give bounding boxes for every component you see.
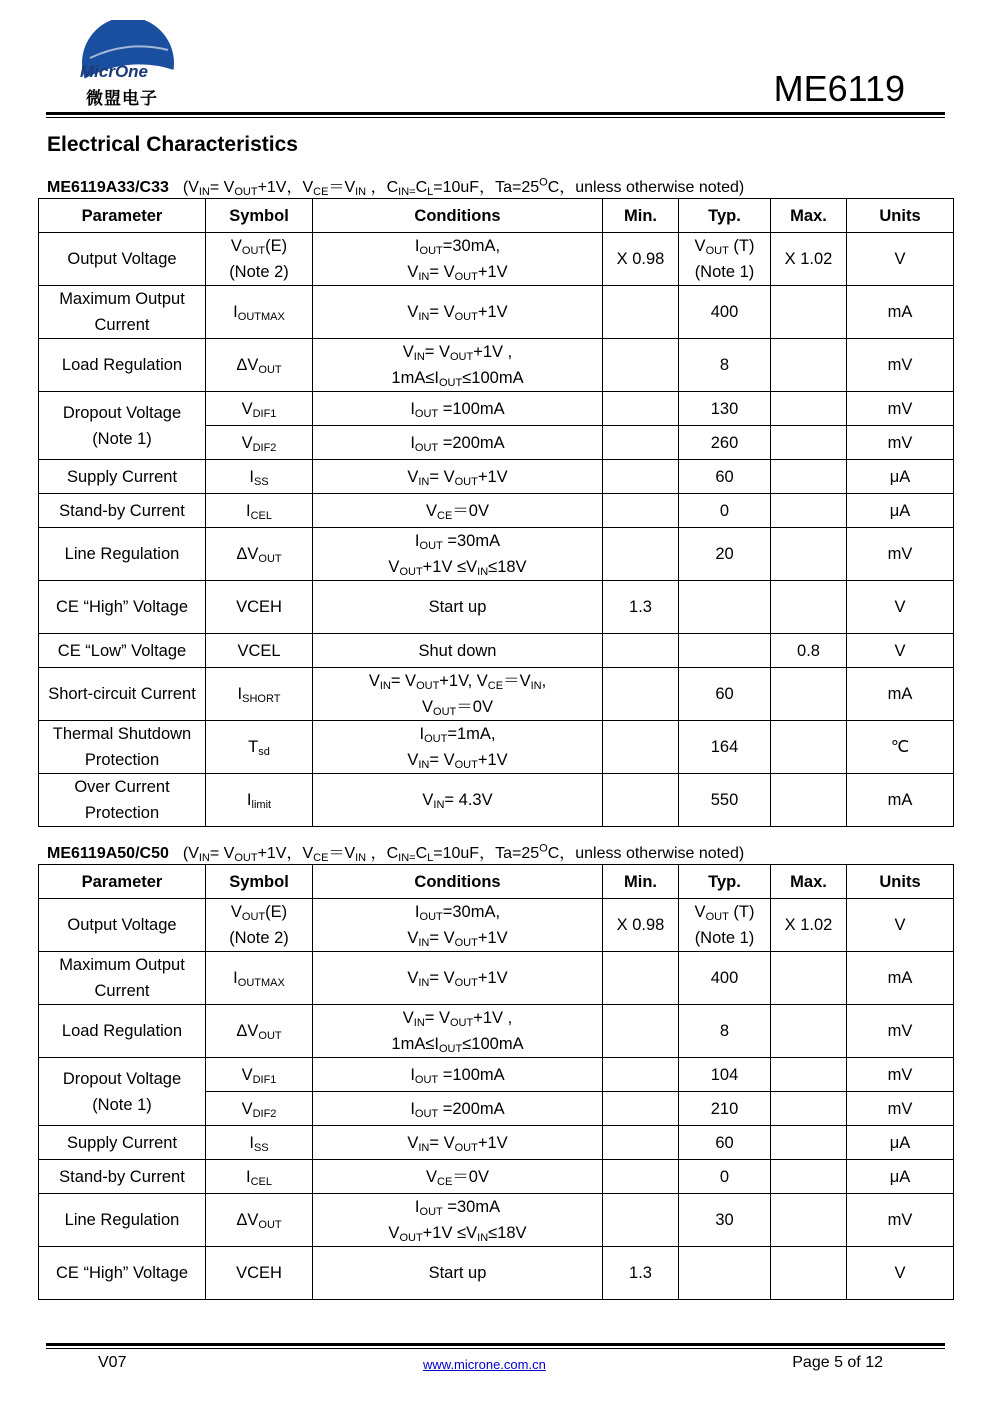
table-row bbox=[39, 634, 954, 668]
table-row bbox=[39, 1005, 954, 1058]
typ-cell: $V_{OUT}$ (T) (Note 1) bbox=[679, 233, 771, 286]
conditions-cell: $V_{IN}= V_{OUT}+1V$ , $1mA\le I_{OUT}\le 100mA$ bbox=[313, 339, 603, 392]
footer-page-number: Page 5 of 12 bbox=[792, 1354, 883, 1371]
conditions-cell: Start up bbox=[313, 581, 603, 634]
typ-cell: 400 bbox=[679, 286, 771, 339]
typ-cell: $V_{OUT}$ (T) (Note 1) bbox=[679, 899, 771, 952]
typ-cell: 60 bbox=[679, 1126, 771, 1160]
footer-version: V07 bbox=[98, 1354, 127, 1371]
table2-caption: ME6119A50/C50 ($V_{IN}= V_{OUT}+1V$，$V_{CE}=V_{IN}$ ，$C_{IN=}C_L=10uF$，$Ta=25^OC$，unless otherwise noted) bbox=[47, 842, 745, 864]
units-cell: mV bbox=[847, 1194, 954, 1247]
min-cell bbox=[603, 494, 679, 528]
param-cell: Line Regulation bbox=[39, 528, 206, 581]
units-cell: mA bbox=[847, 286, 954, 339]
conditions-cell: $I_{OUT} =200mA$ bbox=[313, 426, 603, 460]
conditions-cell: $I_{OUT} =100mA$ bbox=[313, 392, 603, 426]
table-row bbox=[39, 494, 954, 528]
param-cell: Short-circuit Current bbox=[39, 668, 206, 721]
table2 bbox=[38, 864, 954, 1300]
conditions-cell: $I_{OUT} =30mA$ $V_{OUT}+1V \le V_{IN}\le 18V$ bbox=[313, 528, 603, 581]
units-cell: mV bbox=[847, 392, 954, 426]
logo-text-cn: 微盟电子 bbox=[86, 89, 158, 108]
param-cell: Supply Current bbox=[39, 1126, 206, 1160]
conditions-cell: $I_{OUT} =100mA$ bbox=[313, 1058, 603, 1092]
param-cell: Dropout Voltage (Note 1) bbox=[39, 392, 206, 460]
max-cell bbox=[771, 721, 847, 774]
typ-cell: 60 bbox=[679, 460, 771, 494]
max-cell: X 1.02 bbox=[771, 899, 847, 952]
param-cell: CE “High” Voltage bbox=[39, 1247, 206, 1300]
conditions-cell: Shut down bbox=[313, 634, 603, 668]
header-cell: Conditions bbox=[313, 865, 603, 899]
min-cell bbox=[603, 286, 679, 339]
typ-cell: 210 bbox=[679, 1092, 771, 1126]
conditions-cell: $I_{OUT} =30mA$ $V_{OUT}+1V \le V_{IN}\le 18V$ bbox=[313, 1194, 603, 1247]
typ-cell: 60 bbox=[679, 668, 771, 721]
conditions-cell: $V_{IN}= V_{OUT}+1V$ bbox=[313, 286, 603, 339]
table-row bbox=[39, 1194, 954, 1247]
param-cell: Stand-by Current bbox=[39, 494, 206, 528]
min-cell: X 0.98 bbox=[603, 899, 679, 952]
symbol-cell: $V_{DIF1}$ bbox=[206, 1058, 313, 1092]
units-cell: μA bbox=[847, 494, 954, 528]
param-cell: Output Voltage bbox=[39, 233, 206, 286]
min-cell bbox=[603, 339, 679, 392]
model-number: ME6119 bbox=[773, 68, 905, 109]
symbol-cell: $\Delta V_{OUT}$ bbox=[206, 528, 313, 581]
table2-part: ME6119A50/C50 bbox=[47, 845, 169, 862]
units-cell: V bbox=[847, 899, 954, 952]
table-row bbox=[39, 668, 954, 721]
units-cell: mV bbox=[847, 1058, 954, 1092]
min-cell bbox=[603, 528, 679, 581]
param-cell: Output Voltage bbox=[39, 899, 206, 952]
table-header-row bbox=[39, 865, 954, 899]
min-cell bbox=[603, 952, 679, 1005]
min-cell bbox=[603, 774, 679, 827]
table-row bbox=[39, 952, 954, 1005]
conditions-cell: $V_{IN}= V_{OUT}+1V$ bbox=[313, 1126, 603, 1160]
symbol-cell: $I_{CEL}$ bbox=[206, 1160, 313, 1194]
typ-cell: 8 bbox=[679, 1005, 771, 1058]
max-cell: X 1.02 bbox=[771, 233, 847, 286]
table-row bbox=[39, 233, 954, 286]
param-cell: Thermal Shutdown Protection bbox=[39, 721, 206, 774]
header-cell: Max. bbox=[771, 865, 847, 899]
max-cell bbox=[771, 668, 847, 721]
symbol-cell: $I_{OUTMAX}$ bbox=[206, 286, 313, 339]
units-cell: mA bbox=[847, 952, 954, 1005]
units-cell: mV bbox=[847, 1005, 954, 1058]
max-cell bbox=[771, 1247, 847, 1300]
table1-part: ME6119A33/C33 bbox=[47, 179, 169, 196]
symbol-cell: VCEH bbox=[206, 1247, 313, 1300]
typ-cell bbox=[679, 581, 771, 634]
min-cell bbox=[603, 426, 679, 460]
max-cell bbox=[771, 1126, 847, 1160]
param-cell: CE “High” Voltage bbox=[39, 581, 206, 634]
max-cell bbox=[771, 1092, 847, 1126]
conditions-cell: $I_{OUT}=1mA$, $V_{IN}= V_{OUT}+1V$ bbox=[313, 721, 603, 774]
max-cell bbox=[771, 1058, 847, 1092]
symbol-cell: $V_{DIF2}$ bbox=[206, 1092, 313, 1126]
table-row bbox=[39, 460, 954, 494]
header-cell: Conditions bbox=[313, 199, 603, 233]
min-cell bbox=[603, 1005, 679, 1058]
param-cell: Maximum Output Current bbox=[39, 286, 206, 339]
min-cell bbox=[603, 668, 679, 721]
conditions-cell: $I_{OUT}=30mA$, $V_{IN}= V_{OUT}+1V$ bbox=[313, 899, 603, 952]
symbol-cell: $\Delta V_{OUT}$ bbox=[206, 339, 313, 392]
symbol-cell: $I_{SHORT}$ bbox=[206, 668, 313, 721]
units-cell: V bbox=[847, 1247, 954, 1300]
conditions-cell: Start up bbox=[313, 1247, 603, 1300]
table1-caption: ME6119A33/C33 ($V_{IN}= V_{OUT}+1V$，$V_{CE}=V_{IN}$ ，$C_{IN=}C_L=10uF$，$Ta=25^OC$，unless otherwise noted) bbox=[47, 176, 745, 198]
units-cell: mA bbox=[847, 668, 954, 721]
conditions-cell: $V_{IN}= V_{OUT}+1V$ , $1mA\le I_{OUT}\le 100mA$ bbox=[313, 1005, 603, 1058]
header-cell: Symbol bbox=[206, 199, 313, 233]
table-header-row bbox=[39, 199, 954, 233]
param-cell: Supply Current bbox=[39, 460, 206, 494]
max-cell: 0.8 bbox=[771, 634, 847, 668]
header-cell: Typ. bbox=[679, 865, 771, 899]
symbol-cell: $V_{OUT}(E)$ (Note 2) bbox=[206, 899, 313, 952]
min-cell bbox=[603, 1194, 679, 1247]
header-cell: Parameter bbox=[39, 865, 206, 899]
header-cell: Min. bbox=[603, 199, 679, 233]
typ-cell: 0 bbox=[679, 494, 771, 528]
max-cell bbox=[771, 1194, 847, 1247]
min-cell bbox=[603, 1058, 679, 1092]
conditions-cell: $V_{CE}=0V$ bbox=[313, 1160, 603, 1194]
table-row bbox=[39, 528, 954, 581]
typ-cell bbox=[679, 1247, 771, 1300]
max-cell bbox=[771, 286, 847, 339]
header-cell: Units bbox=[847, 199, 954, 233]
table-row bbox=[39, 392, 954, 426]
max-cell bbox=[771, 426, 847, 460]
table1 bbox=[38, 198, 954, 827]
min-cell bbox=[603, 1160, 679, 1194]
units-cell: mV bbox=[847, 528, 954, 581]
section-title: Electrical Characteristics bbox=[47, 133, 298, 156]
symbol-cell: $T_{sd}$ bbox=[206, 721, 313, 774]
max-cell bbox=[771, 339, 847, 392]
min-cell bbox=[603, 1092, 679, 1126]
units-cell: V bbox=[847, 634, 954, 668]
symbol-cell: $I_{limit}$ bbox=[206, 774, 313, 827]
param-cell: Dropout Voltage (Note 1) bbox=[39, 1058, 206, 1126]
typ-cell: 164 bbox=[679, 721, 771, 774]
symbol-cell: VCEL bbox=[206, 634, 313, 668]
symbol-cell: $V_{DIF1}$ bbox=[206, 392, 313, 426]
header-cell: Units bbox=[847, 865, 954, 899]
conditions-cell: $V_{IN}= V_{OUT}+1V$ bbox=[313, 460, 603, 494]
table-row bbox=[39, 774, 954, 827]
symbol-cell: $I_{SS}$ bbox=[206, 1126, 313, 1160]
units-cell: mA bbox=[847, 774, 954, 827]
symbol-cell: $I_{OUTMAX}$ bbox=[206, 952, 313, 1005]
min-cell bbox=[603, 392, 679, 426]
symbol-cell: VCEH bbox=[206, 581, 313, 634]
min-cell: X 0.98 bbox=[603, 233, 679, 286]
units-cell: μA bbox=[847, 460, 954, 494]
header-cell: Symbol bbox=[206, 865, 313, 899]
max-cell bbox=[771, 952, 847, 1005]
max-cell bbox=[771, 774, 847, 827]
param-cell: Over Current Protection bbox=[39, 774, 206, 827]
max-cell bbox=[771, 1160, 847, 1194]
max-cell bbox=[771, 460, 847, 494]
typ-cell: 130 bbox=[679, 392, 771, 426]
max-cell bbox=[771, 392, 847, 426]
units-cell: mV bbox=[847, 1092, 954, 1126]
min-cell bbox=[603, 721, 679, 774]
header-cell: Parameter bbox=[39, 199, 206, 233]
typ-cell: 30 bbox=[679, 1194, 771, 1247]
table-row bbox=[39, 1247, 954, 1300]
units-cell: mV bbox=[847, 339, 954, 392]
param-cell: Load Regulation bbox=[39, 1005, 206, 1058]
max-cell bbox=[771, 1005, 847, 1058]
typ-cell: 400 bbox=[679, 952, 771, 1005]
symbol-cell: $V_{DIF2}$ bbox=[206, 426, 313, 460]
max-cell bbox=[771, 581, 847, 634]
header-cell: Min. bbox=[603, 865, 679, 899]
conditions-cell: $V_{IN}= V_{OUT}+1V$, $V_{CE}=V_{IN}$, $V_{OUT}=0V$ bbox=[313, 668, 603, 721]
min-cell bbox=[603, 1126, 679, 1160]
typ-cell: 260 bbox=[679, 426, 771, 460]
typ-cell: 8 bbox=[679, 339, 771, 392]
units-cell: ℃ bbox=[847, 721, 954, 774]
conditions-cell: $I_{OUT}=30mA$, $V_{IN}= V_{OUT}+1V$ bbox=[313, 233, 603, 286]
symbol-cell: $I_{CEL}$ bbox=[206, 494, 313, 528]
table-row bbox=[39, 1058, 954, 1092]
typ-cell: 550 bbox=[679, 774, 771, 827]
conditions-cell: $V_{CE}=0V$ bbox=[313, 494, 603, 528]
conditions-cell: $V_{IN}= V_{OUT}+1V$ bbox=[313, 952, 603, 1005]
max-cell bbox=[771, 494, 847, 528]
table-row bbox=[39, 899, 954, 952]
table-row bbox=[39, 339, 954, 392]
symbol-cell: $\Delta V_{OUT}$ bbox=[206, 1005, 313, 1058]
max-cell bbox=[771, 528, 847, 581]
symbol-cell: $\Delta V_{OUT}$ bbox=[206, 1194, 313, 1247]
symbol-cell: $V_{OUT}(E)$ (Note 2) bbox=[206, 233, 313, 286]
table-row bbox=[39, 1126, 954, 1160]
units-cell: V bbox=[847, 233, 954, 286]
footer-rule bbox=[46, 1343, 945, 1349]
param-cell: Maximum Output Current bbox=[39, 952, 206, 1005]
units-cell: mV bbox=[847, 426, 954, 460]
units-cell: V bbox=[847, 581, 954, 634]
header-cell: Typ. bbox=[679, 199, 771, 233]
table-row bbox=[39, 581, 954, 634]
min-cell bbox=[603, 460, 679, 494]
param-cell: Line Regulation bbox=[39, 1194, 206, 1247]
table-row bbox=[39, 286, 954, 339]
typ-cell: 0 bbox=[679, 1160, 771, 1194]
footer-url-link[interactable]: www.microne.com.cn bbox=[423, 1357, 546, 1372]
symbol-cell: $I_{SS}$ bbox=[206, 460, 313, 494]
units-cell: μA bbox=[847, 1160, 954, 1194]
min-cell bbox=[603, 634, 679, 668]
param-cell: Stand-by Current bbox=[39, 1160, 206, 1194]
table-row bbox=[39, 1160, 954, 1194]
min-cell: 1.3 bbox=[603, 1247, 679, 1300]
logo-text-en: MicrOne bbox=[80, 62, 149, 81]
typ-cell: 20 bbox=[679, 528, 771, 581]
units-cell: μA bbox=[847, 1126, 954, 1160]
conditions-cell: $I_{OUT} =200mA$ bbox=[313, 1092, 603, 1126]
typ-cell: 104 bbox=[679, 1058, 771, 1092]
header-cell: Max. bbox=[771, 199, 847, 233]
table-row bbox=[39, 721, 954, 774]
param-cell: CE “Low” Voltage bbox=[39, 634, 206, 668]
typ-cell bbox=[679, 634, 771, 668]
header-rule bbox=[46, 112, 945, 118]
param-cell: Load Regulation bbox=[39, 339, 206, 392]
min-cell: 1.3 bbox=[603, 581, 679, 634]
conditions-cell: $V_{IN}= 4.3V$ bbox=[313, 774, 603, 827]
